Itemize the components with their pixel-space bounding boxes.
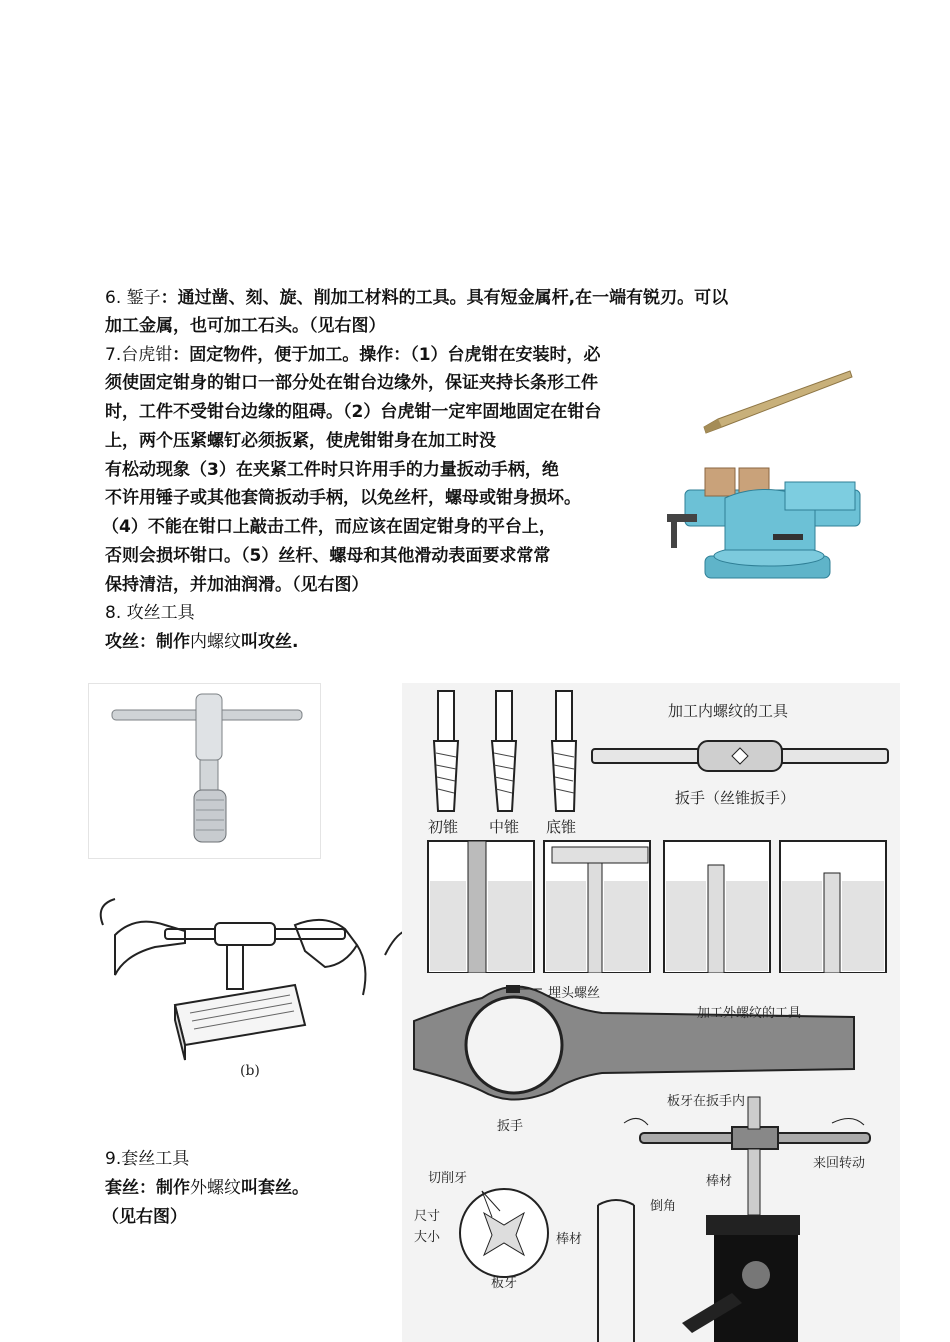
section7-line-5: 有松动现象（3）在夹紧工件时只许用手的力量扳动手柄，绝 (105, 460, 559, 480)
tap-wrench-image (108, 690, 308, 850)
section7-line-6: 不许用锤子或其他套筒扳动手柄，以免丝杆，螺母或钳身损坏。 (105, 488, 581, 508)
section6-line-1: 6. 錾子：通过凿、刻、旋、削加工材料的工具。具有短金属杆,在一端有锐刃。可以 (105, 288, 729, 308)
section9-note: （见右图） (102, 1207, 187, 1227)
section8-heading: 8. 攻丝工具 (105, 603, 195, 623)
section6-text-a: 通过凿、刻、旋、削加工材料的工具。具有短金属杆,在一端有锐刃。可以 (177, 288, 729, 308)
bar-label: 棒材 (706, 1174, 733, 1189)
die-diagram-title: 加工外螺纹的工具 (697, 1006, 802, 1021)
section7-term: 台虎钳 (121, 345, 173, 365)
section6-line-2: 加工金属，也可加工石头。（见右图） (105, 316, 386, 336)
section7-line-1: 7.台虎钳：固定物件，便于加工。操作：（1）台虎钳在安装时，必 (105, 345, 601, 365)
tap-label-second: 中锥 (489, 818, 520, 836)
tap-label-bottom: 底锥 (546, 818, 577, 836)
section6-number: 6. (105, 288, 127, 308)
section7-line-4: 上，两个压紧螺钉必须扳紧，使虎钳钳身在加工时没 (105, 431, 496, 451)
size-label-1: 尺寸 (414, 1209, 441, 1224)
chisel-image (700, 365, 855, 435)
die-wrench-label: 扳手 (497, 1119, 524, 1134)
section9-heading: 9.套丝工具 (105, 1149, 190, 1169)
section8-definition: 攻丝：制作内螺纹叫攻丝. (105, 632, 299, 652)
section9-definition: 套丝：制作外螺纹叫套丝。 (105, 1178, 309, 1198)
tap-label-first: 初锥 (428, 818, 459, 836)
tap-wrench-label: 扳手（丝锥扳手） (675, 789, 796, 807)
tap-diagram-title: 加工内螺纹的工具 (668, 702, 789, 720)
bench-vise-image (665, 460, 870, 585)
section7-line-3: 时，工件不受钳台边缘的阻碍。（2）台虎钳一定牢固地固定在钳台 (105, 402, 602, 422)
chamfer-label: 倒角 (650, 1199, 677, 1214)
section7-line-7: （4）不能在钳口上敲击工件，而应该在固定钳身的平台上， (102, 517, 556, 537)
bar-label-2: 棒材 (556, 1232, 583, 1247)
die-label: 板牙 (491, 1276, 518, 1291)
die-screw-label: 埋头螺丝 (548, 986, 601, 1001)
section6-term: 錾子 (126, 288, 161, 308)
section7-line-9: 保持清洁，并加油润滑。（见右图） (105, 575, 369, 595)
hand-figure-caption: (b) (240, 1063, 260, 1079)
hand-tapping-sketch (95, 895, 405, 1085)
section7-line-8: 否则会损坏钳口。（5）丝杆、螺母和其他滑动表面要求常常 (105, 546, 551, 566)
cutting-teeth-label: 切削牙 (428, 1171, 468, 1186)
size-label-2: 大小 (414, 1230, 441, 1245)
rotate-label: 来回转动 (813, 1156, 866, 1171)
section7-line-2: 须使固定钳身的钳口一部分处在钳台边缘外，保证夹持长条形工件 (105, 373, 598, 393)
section7-number: 7. (105, 345, 122, 365)
tap-diagram-drawing (402, 683, 900, 973)
die-in-wrench-label: 板牙在扳手内 (667, 1094, 746, 1109)
